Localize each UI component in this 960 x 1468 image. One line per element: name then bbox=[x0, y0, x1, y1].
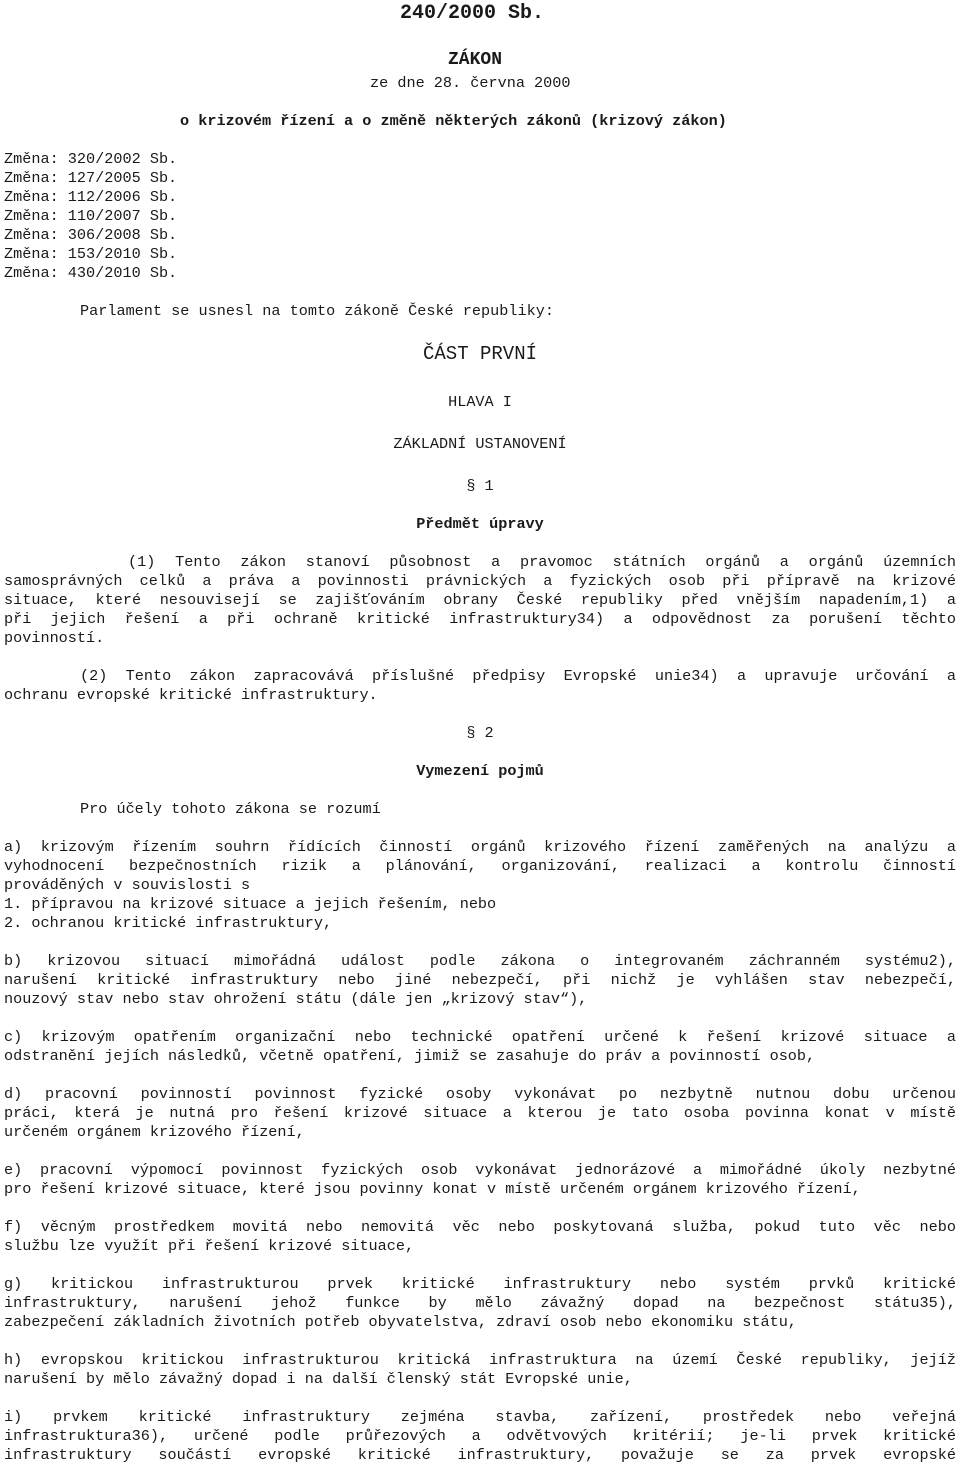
text-line: narušení kritické infrastruktury nebo jiné nebezpečí, při nichž je vyhlášen stav nebezpečí, bbox=[4, 971, 956, 989]
section-title: Vymezení pojmů bbox=[416, 762, 544, 780]
amendment-item: Změna: 112/2006 Sb. bbox=[4, 188, 178, 206]
text-line: 2. ochranou kritické infrastruktury, bbox=[4, 914, 333, 932]
text-line: povinností. bbox=[4, 629, 105, 647]
text-line: h) evropskou kritickou infrastrukturou kritická infrastruktura na území České republiky, jejíž bbox=[4, 1351, 956, 1369]
definitions-intro: Pro účely tohoto zákona se rozumí bbox=[80, 800, 381, 818]
amendment-item: Změna: 306/2008 Sb. bbox=[4, 226, 178, 244]
text-line: nouzový stav nebo stav ohrožení státu (dále jen „krizový stav“), bbox=[4, 990, 588, 1008]
text-line: službu lze využít při řešení krizové situace, bbox=[4, 1237, 415, 1255]
text-line: i) prvkem kritické infrastruktury zejména stavba, zařízení, prostředek nebo veřejná bbox=[4, 1408, 956, 1426]
text-line: c) krizovým opatřením organizační nebo technické opatření určené k řešení krizové situace a bbox=[4, 1028, 956, 1046]
preamble: Parlament se usnesl na tomto zákoně České republiky: bbox=[80, 302, 554, 320]
text-line: (1) Tento zákon stanoví působnost a pravomoc státních orgánů a orgánů územních bbox=[128, 553, 956, 571]
amendment-item: Změna: 127/2005 Sb. bbox=[4, 169, 178, 187]
text-line: b) krizovou situací mimořádná událost podle zákona o integrovaném záchranném systému2), bbox=[4, 952, 956, 970]
text-line: 1. přípravou na krizové situace a jejich řešením, nebo bbox=[4, 895, 497, 913]
section-number: § 2 bbox=[466, 724, 494, 742]
text-line: infrastruktura36), určené podle průřezových a odvětvových kritérií; je-li prvek kritické bbox=[4, 1427, 956, 1445]
amendment-item: Změna: 153/2010 Sb. bbox=[4, 245, 178, 263]
text-line: g) kritickou infrastrukturou prvek kritické infrastruktury nebo systém prvků kritické bbox=[4, 1275, 956, 1293]
text-line: zabezpečení základních životních potřeb obyvatelstva, zdraví osob nebo ekonomiku státu, bbox=[4, 1313, 797, 1331]
text-line: ochranu evropské kritické infrastruktury. bbox=[4, 686, 378, 704]
text-line: f) věcným prostředkem movitá nebo nemovitá věc nebo poskytovaná služba, pokud tuto věc nebo bbox=[4, 1218, 956, 1236]
amendment-item: Změna: 430/2010 Sb. bbox=[4, 264, 178, 282]
text-line: narušení by mělo závažný dopad i na další členský stát Evropské unie, bbox=[4, 1370, 633, 1388]
text-line: při jejich řešení a při ochraně kritické infrastruktury34) a odpovědnost za porušení těchto bbox=[4, 610, 956, 628]
text-line: infrastruktury, narušení jehož funkce by mělo závažný dopad na bezpečnost státu35), bbox=[4, 1294, 956, 1312]
amendment-item: Změna: 110/2007 Sb. bbox=[4, 207, 178, 225]
text-line: a) krizovým řízením souhrn řídících činností orgánů krizového řízení zaměřených na analýzu a bbox=[4, 838, 956, 856]
part-heading: ČÁST PRVNÍ bbox=[422, 343, 538, 365]
head-title: ZÁKLADNÍ USTANOVENÍ bbox=[393, 435, 567, 453]
law-heading: ZÁKON bbox=[448, 50, 503, 70]
text-line: d) pracovní povinností povinnost fyzické osoby vykonávat po nezbytně nutnou dobu určenou bbox=[4, 1085, 956, 1103]
amendment-item: Změna: 320/2002 Sb. bbox=[4, 150, 178, 168]
head-heading: HLAVA I bbox=[448, 393, 512, 411]
text-line: pro řešení krizové situace, které jsou povinny konat v místě určeném orgánem krizového řízení, bbox=[4, 1180, 861, 1198]
text-line: určeném orgánem krizového řízení, bbox=[4, 1123, 305, 1141]
text-line: situace, které nesouvisejí se zajišťováním obrany České republiky před vnějším napadením,1) a bbox=[4, 591, 956, 609]
text-line: prováděných v souvislosti s bbox=[4, 876, 251, 894]
text-line: infrastruktury součástí evropské kritické infrastruktury, považuje se za prvek evropské bbox=[4, 1446, 956, 1464]
law-date: ze dne 28. června 2000 bbox=[370, 74, 571, 92]
text-line: odstranění jejích následků, včetně opatření, jimiž se zasahuje do práv a povinností osob, bbox=[4, 1047, 816, 1065]
text-line: (2) Tento zákon zapracovává příslušné předpisy Evropské unie34) a upravuje určování a bbox=[80, 667, 956, 685]
text-line: práci, která je nutná pro řešení krizové situace a kterou je tato osoba povinna konat v místě bbox=[4, 1104, 956, 1122]
text-line: samosprávných celků a práva a povinnosti právnických a fyzických osob při přípravě na krizové bbox=[4, 572, 956, 590]
text-line: vyhodnocení bezpečnostních rizik a plánování, organizování, realizaci a kontrolu činností bbox=[4, 857, 956, 875]
section-title: Předmět úpravy bbox=[416, 515, 544, 533]
text-line: e) pracovní výpomocí povinnost fyzických osob vykonávat jednorázové a mimořádné úkoly nezbytné bbox=[4, 1161, 956, 1179]
section-number: § 1 bbox=[466, 477, 494, 495]
law-number: 240/2000 Sb. bbox=[400, 2, 545, 25]
law-title: o krizovém řízení a o změně některých zákonů (krizový zákon) bbox=[180, 112, 727, 130]
